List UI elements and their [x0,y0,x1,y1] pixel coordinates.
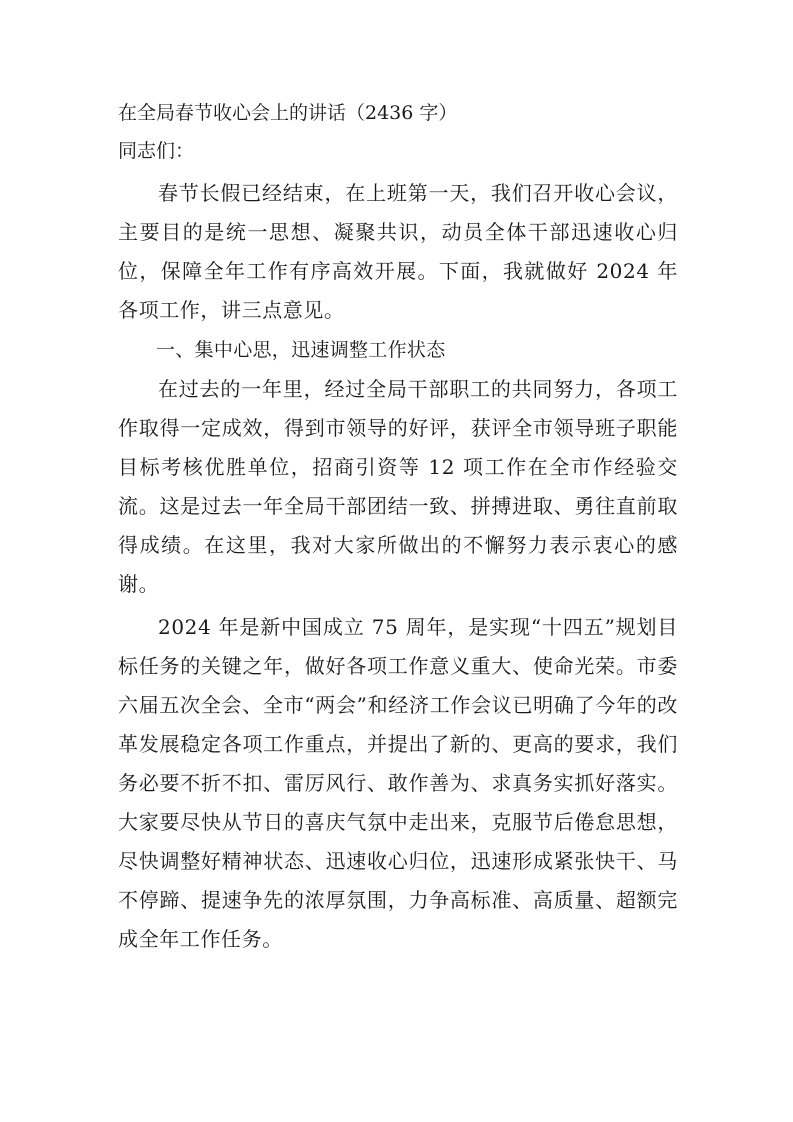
paragraph-intro: 春节长假已经结束，在上班第一天，我们召开收心会议，主要目的是统一思想、凝聚共识，动员全体干部迅速收心归位，保障全年工作有序高效开展。下面，我就做好 2024 年各项工作，讲三点意见。 [118,181,678,322]
document-page [118,96,678,959]
paragraph-review: 在过去的一年里，经过全局干部职工的共同努力，各项工作取得一定成效，得到市领导的好评，获评全市领导班子职能目标考核优胜单位，招商引资等 12 项工作在全市作经验交流。这是过去一年全局干部团结一致、拼搏进取、勇往直前取得成绩。在这里，我对大家所做出的不懈努力表示衷心的感谢。 [118,377,678,596]
paragraph-goals: 2024 年是新中国成立 75 周年，是实现“十四五”规划目标任务的关键之年，做好各项工作意义重大、使命光荣。市委六届五次全会、全市“两会”和经济工作会议已明确了今年的改革发展稳定各项工作重点，并提出了新的、更高的要求，我们务必要不折不扣、雷厉风行、敢作善为、求真务实抓好落实。大家要尽快从节日的喜庆气氛中走出来，克服节后倦怠思想，尽快调整好精神状态、迅速收心归位，迅速形成紧张快干、马不停蹄、提速争先的浓厚氛围，力争高标准、高质量、超额完成全年工作任务。 [118,615,678,951]
section-heading: 一、集中心思，迅速调整工作状态 [156,339,446,361]
document-title: 在全局春节收心会上的讲话（2436 字） [118,102,458,124]
greeting: 同志们： [118,140,195,162]
